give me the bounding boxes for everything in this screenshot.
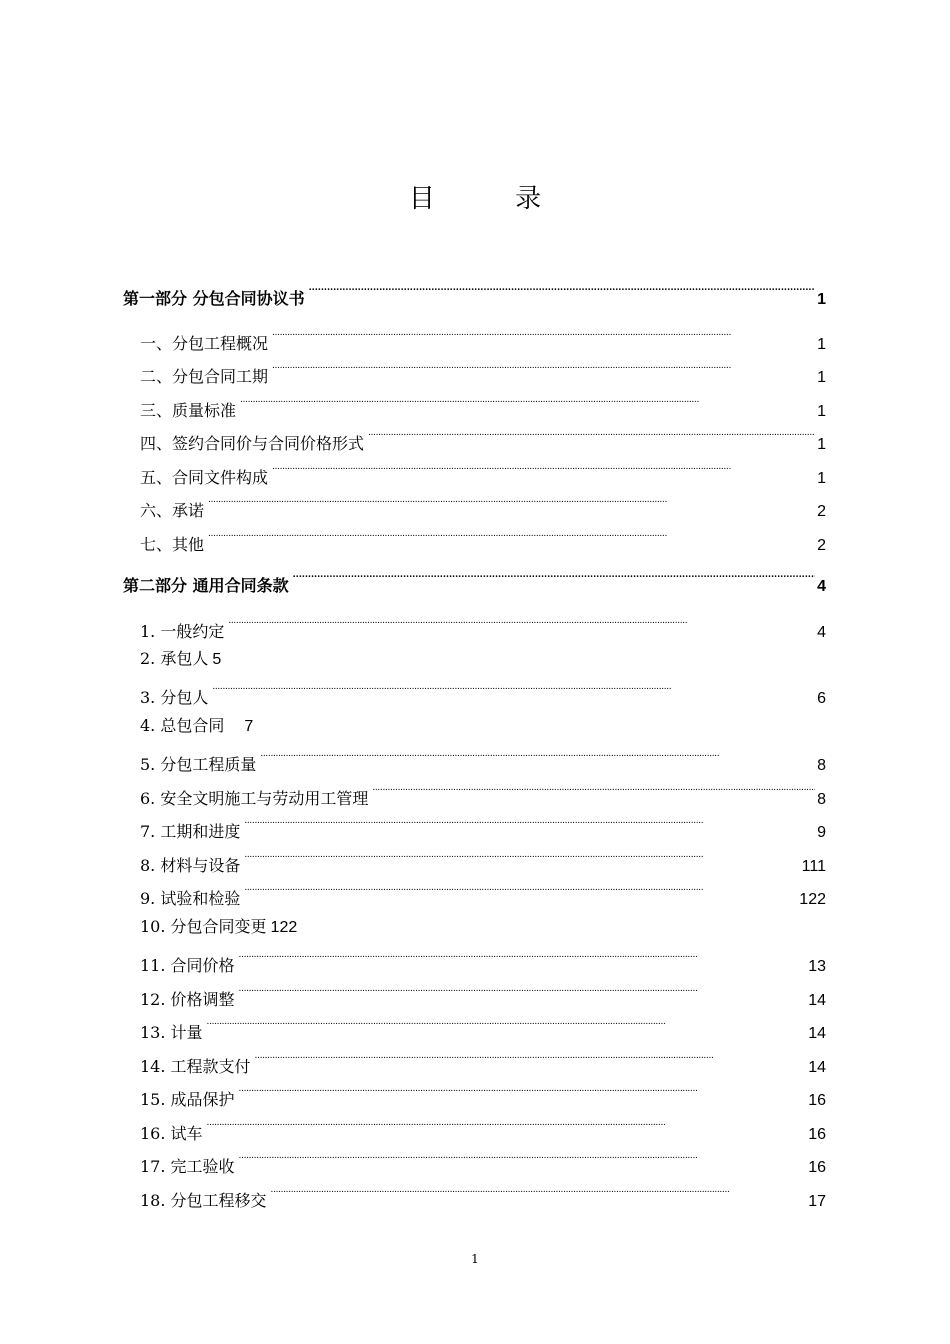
toc-entry-label: 七、其他 xyxy=(140,535,205,554)
toc-page-number: 13 xyxy=(808,958,826,975)
toc-entry[interactable] xyxy=(140,528,826,554)
toc-page-number: 16 xyxy=(808,1092,826,1109)
toc-entry[interactable] xyxy=(140,360,826,386)
dot-leader xyxy=(293,569,816,591)
toc-entry-label: 12. 价格调整 xyxy=(140,990,235,1009)
toc-entry[interactable] xyxy=(140,849,826,875)
dot-leader xyxy=(239,1150,807,1172)
toc-entry[interactable] xyxy=(140,1050,826,1076)
toc-page-number: 9 xyxy=(817,824,826,841)
toc-entry-label: 三、质量标准 xyxy=(140,401,237,420)
toc-entry[interactable] xyxy=(140,748,826,774)
toc-entry[interactable] xyxy=(140,648,826,670)
dot-leader xyxy=(272,327,815,349)
toc-entry-label: 11. 合同价格 xyxy=(140,956,235,975)
dot-leader xyxy=(239,983,807,1005)
toc-entry[interactable] xyxy=(140,394,826,420)
dot-leader xyxy=(240,394,815,416)
dot-leader xyxy=(244,849,799,871)
toc-entry[interactable] xyxy=(140,882,826,908)
toc-page-number: 2 xyxy=(817,537,826,554)
dot-leader xyxy=(228,615,815,637)
toc-entry-label: 四、签约合同价与合同价格形式 xyxy=(140,434,365,453)
dot-leader xyxy=(309,282,816,304)
toc-page-number: 7 xyxy=(244,718,254,735)
toc-entry[interactable] xyxy=(140,461,826,487)
toc-part-label: 第一部分 分包合同协议书 xyxy=(123,289,305,308)
dot-leader xyxy=(368,427,815,449)
toc-entry-label: 二、分包合同工期 xyxy=(140,367,269,386)
dot-leader xyxy=(207,1117,807,1139)
toc-entry[interactable] xyxy=(140,1150,826,1176)
dot-leader xyxy=(244,882,797,904)
toc-page-number: 1 xyxy=(817,369,826,386)
toc-entry-label: 17. 完工验收 xyxy=(140,1157,235,1176)
toc-entry-label: 7. 工期和进度 xyxy=(140,822,241,841)
toc-entry-label: 六、承诺 xyxy=(140,501,205,520)
toc-entry-label: 3. 分包人 xyxy=(140,688,209,707)
toc-entry-label: 15. 成品保护 xyxy=(140,1090,235,1109)
toc-page-number: 2 xyxy=(817,503,826,520)
toc-entry[interactable] xyxy=(140,782,826,808)
toc-entry-label: 13. 计量 xyxy=(140,1023,203,1042)
toc-page-number: 122 xyxy=(799,891,826,908)
toc-entry-label: 8. 材料与设备 xyxy=(140,856,241,875)
toc-page-number: 14 xyxy=(808,992,826,1009)
dot-leader xyxy=(260,748,815,770)
toc-page-number: 111 xyxy=(801,858,826,875)
dot-leader xyxy=(372,782,815,804)
dot-leader xyxy=(244,815,815,837)
toc-entry-label: 五、合同文件构成 xyxy=(140,468,269,487)
toc-entry[interactable] xyxy=(140,327,826,353)
toc-entry-label: 9. 试验和检验 xyxy=(140,889,241,908)
toc-page-number: 1 xyxy=(817,291,826,308)
toc-page-number: 4 xyxy=(817,624,826,641)
toc-page-number: 5 xyxy=(212,651,222,668)
toc-title: 目 录 xyxy=(408,184,578,214)
toc-entry-label: 18. 分包工程移交 xyxy=(140,1191,267,1210)
toc-entry-label: 14. 工程款支付 xyxy=(140,1057,251,1076)
toc-entry-label: 16. 试车 xyxy=(140,1124,203,1143)
toc-entry-label: 4. 总包合同 xyxy=(140,716,225,735)
dot-leader xyxy=(212,681,815,703)
page-footer-number: 1 xyxy=(471,1252,479,1266)
toc-entry-label: 1. 一般约定 xyxy=(140,622,225,641)
dot-leader xyxy=(239,1083,807,1105)
toc-entry[interactable] xyxy=(140,815,826,841)
dot-leader xyxy=(208,528,815,550)
dot-leader xyxy=(239,949,807,971)
toc-entry[interactable] xyxy=(140,949,826,975)
toc-entry-label: 5. 分包工程质量 xyxy=(140,755,257,774)
toc-entry-label: 2. 承包人 xyxy=(140,649,209,668)
toc-entry[interactable] xyxy=(140,1184,826,1210)
toc-entry[interactable] xyxy=(140,916,826,938)
toc-page-number: 8 xyxy=(817,757,826,774)
toc-entry-label: 6. 安全文明施工与劳动用工管理 xyxy=(140,789,369,808)
toc-page-number: 14 xyxy=(808,1059,826,1076)
toc-entry[interactable] xyxy=(140,494,826,520)
toc-part-2[interactable] xyxy=(123,569,826,595)
toc-entry-label: 10. 分包合同变更 xyxy=(140,917,267,936)
toc-entry-label: 一、分包工程概况 xyxy=(140,334,269,353)
toc-entry[interactable] xyxy=(140,427,826,453)
toc-page-number: 16 xyxy=(808,1159,826,1176)
toc-part-label: 第二部分 通用合同条款 xyxy=(123,576,289,595)
toc-page-number: 16 xyxy=(808,1126,826,1143)
toc-page-number: 14 xyxy=(808,1025,826,1042)
toc-page-number: 4 xyxy=(817,578,826,595)
toc-entry[interactable] xyxy=(140,681,826,707)
dot-leader xyxy=(271,1184,807,1206)
toc-entry[interactable] xyxy=(140,715,826,737)
toc-entry[interactable] xyxy=(140,983,826,1009)
toc-entry[interactable] xyxy=(140,1016,826,1042)
toc-page-number: 122 xyxy=(270,919,298,936)
toc-entry[interactable] xyxy=(140,1083,826,1109)
toc-part-1[interactable] xyxy=(123,282,826,308)
dot-leader xyxy=(207,1016,807,1038)
toc-page-number: 8 xyxy=(817,791,826,808)
toc-page-number: 1 xyxy=(817,470,826,487)
toc-entry[interactable] xyxy=(140,615,826,641)
toc-page-number: 1 xyxy=(817,336,826,353)
toc-page-number: 1 xyxy=(817,403,826,420)
toc-page-number: 17 xyxy=(808,1193,826,1210)
toc-page-number: 1 xyxy=(817,436,826,453)
toc-entry[interactable] xyxy=(140,1117,826,1143)
dot-leader xyxy=(272,360,815,382)
dot-leader xyxy=(272,461,815,483)
dot-leader xyxy=(208,494,815,516)
toc-page-number: 6 xyxy=(817,690,826,707)
dot-leader xyxy=(255,1050,807,1072)
